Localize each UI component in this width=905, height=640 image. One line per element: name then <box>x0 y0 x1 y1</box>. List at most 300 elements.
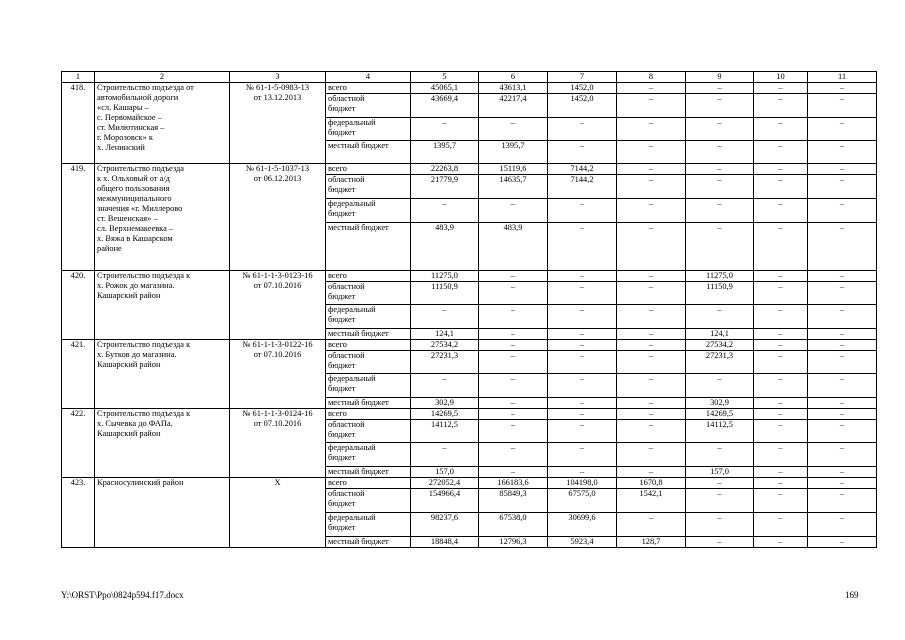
cell-text-line: всего <box>328 340 347 349</box>
value-cell-col-9: 157,0 <box>686 467 754 478</box>
value-cell-col-6: – <box>479 409 548 420</box>
value-cell-col-7: – <box>548 443 617 467</box>
value-cell-col-5: 43669,4 <box>411 94 479 118</box>
value-cell-col-11: – <box>808 489 877 513</box>
funding-source-cell <box>326 282 411 305</box>
cell-text-line: Строительство подъезда от <box>97 83 194 92</box>
cell-text-line: бюджет <box>328 499 356 508</box>
cell-text-line: х. Рожок до магазина. <box>97 281 175 290</box>
value-cell-col-9: 14112,5 <box>686 420 754 443</box>
value-cell-col-10: – <box>754 513 808 537</box>
value-cell-col-5: 21779,9 <box>411 175 479 199</box>
value-cell-col-11: – <box>808 94 877 118</box>
value-cell-col-5: 11275,0 <box>411 271 479 282</box>
value-cell-col-5: 45065,1 <box>411 83 479 94</box>
object-name-cell <box>95 164 230 271</box>
cell-text-line: бюджет <box>328 361 356 370</box>
funding-source-cell <box>326 351 411 374</box>
cell-text-line: Строительство подъезда к <box>97 409 191 418</box>
cell-text-line: № 61-1-5-1037-13 <box>245 164 310 173</box>
funding-source-cell <box>326 199 411 223</box>
cell-text-line: бюджет <box>328 209 356 218</box>
value-cell-col-7: – <box>548 282 617 305</box>
value-cell-col-8: – <box>617 409 686 420</box>
value-cell-col-8: – <box>617 141 686 164</box>
value-cell-col-7: – <box>548 305 617 329</box>
value-cell-col-10: – <box>754 374 808 398</box>
value-cell-col-9: – <box>686 83 754 94</box>
value-cell-col-8: – <box>617 351 686 374</box>
value-cell-col-7: – <box>548 398 617 409</box>
funding-source-cell <box>326 340 411 351</box>
value-cell-col-10: – <box>754 489 808 513</box>
row-number-cell: 420. <box>62 271 95 340</box>
value-cell-col-10: – <box>754 223 808 271</box>
funding-source-cell <box>326 329 411 340</box>
value-cell-col-5: – <box>411 374 479 398</box>
cell-text-line: бюджет <box>328 128 356 137</box>
object-name-cell <box>95 340 230 409</box>
value-cell-col-8: – <box>617 164 686 175</box>
cell-text-line: Красносулинский район <box>97 478 184 487</box>
value-cell-col-6: 42217,4 <box>479 94 548 118</box>
value-cell-col-6: – <box>479 398 548 409</box>
value-cell-col-6: 43613,1 <box>479 83 548 94</box>
cell-text-line: Строительство подъезда <box>97 164 185 173</box>
cell-text-line: районе <box>97 244 122 253</box>
cell-text-line: областной <box>328 94 365 103</box>
value-cell-col-9: 27231,3 <box>686 351 754 374</box>
cell-text-line: бюджет <box>328 453 356 462</box>
funding-source-cell <box>326 409 411 420</box>
table-row <box>62 478 877 489</box>
funding-source-cell <box>326 271 411 282</box>
value-cell-col-7: – <box>548 409 617 420</box>
cell-text-line: местный бюджет <box>328 329 389 338</box>
value-cell-col-8: – <box>617 94 686 118</box>
cell-text-line: х. Вяжа в Кашарском <box>97 234 173 243</box>
value-cell-col-9: – <box>686 118 754 141</box>
value-cell-col-11: – <box>808 443 877 467</box>
cell-text-line: автомобильной дороги <box>97 93 179 102</box>
cell-text-line: от 13.12.2013 <box>253 93 302 102</box>
cell-text-line: Кашарский район <box>97 429 161 438</box>
document-number-cell <box>230 340 326 409</box>
value-cell-col-5: 124,1 <box>411 329 479 340</box>
value-cell-col-8: – <box>617 340 686 351</box>
object-name-cell <box>95 478 230 548</box>
value-cell-col-10: – <box>754 282 808 305</box>
value-cell-col-7: 1452,0 <box>548 94 617 118</box>
value-cell-col-5: 18848,4 <box>411 537 479 548</box>
cell-text-line: ст. Милютинская – <box>97 123 165 132</box>
funding-source-cell <box>326 537 411 548</box>
value-cell-col-9: – <box>686 199 754 223</box>
value-cell-col-6: 12796,3 <box>479 537 548 548</box>
value-cell-col-11: – <box>808 271 877 282</box>
cell-text-line: областной <box>328 420 365 429</box>
value-cell-col-9: – <box>686 164 754 175</box>
value-cell-col-11: – <box>808 467 877 478</box>
cell-text-line: федеральный <box>328 305 376 314</box>
value-cell-col-9: – <box>686 513 754 537</box>
cell-text-line: от 07.10.2016 <box>253 419 302 428</box>
value-cell-col-6: 14635,7 <box>479 175 548 199</box>
cell-text-line: федеральный <box>328 513 376 522</box>
value-cell-col-11: – <box>808 223 877 271</box>
value-cell-col-10: – <box>754 305 808 329</box>
value-cell-col-7: – <box>548 271 617 282</box>
value-cell-col-8: – <box>617 199 686 223</box>
document-number-cell <box>230 478 326 548</box>
document-number-cell <box>230 409 326 478</box>
cell-text-line: областной <box>328 282 365 291</box>
value-cell-col-6: – <box>479 374 548 398</box>
cell-text-line: х. Сычевка до ФАПа. <box>97 419 173 428</box>
cell-text-line: федеральный <box>328 374 376 383</box>
cell-text-line: х. Ленинский <box>97 143 145 152</box>
value-cell-col-11: – <box>808 83 877 94</box>
value-cell-col-10: – <box>754 164 808 175</box>
value-cell-col-11: – <box>808 118 877 141</box>
value-cell-col-5: 14269,5 <box>411 409 479 420</box>
value-cell-col-5: – <box>411 199 479 223</box>
value-cell-col-7: – <box>548 223 617 271</box>
value-cell-col-10: – <box>754 537 808 548</box>
value-cell-col-9: 124,1 <box>686 329 754 340</box>
value-cell-col-5: 157,0 <box>411 467 479 478</box>
value-cell-col-7: – <box>548 351 617 374</box>
value-cell-col-11: – <box>808 374 877 398</box>
value-cell-col-7: – <box>548 374 617 398</box>
cell-text-line: бюджет <box>328 292 356 301</box>
value-cell-col-10: – <box>754 175 808 199</box>
cell-text-line: ст. Вешенская» – <box>97 214 158 223</box>
cell-text-line: федеральный <box>328 199 376 208</box>
value-cell-col-9: – <box>686 141 754 164</box>
value-cell-col-5: 98237,6 <box>411 513 479 537</box>
value-cell-col-10: – <box>754 329 808 340</box>
value-cell-col-6: 1395,7 <box>479 141 548 164</box>
value-cell-col-6: – <box>479 340 548 351</box>
value-cell-col-7: 104198,0 <box>548 478 617 489</box>
funding-source-cell <box>326 141 411 164</box>
value-cell-col-8: – <box>617 467 686 478</box>
row-number-cell: 423. <box>62 478 95 548</box>
value-cell-col-10: – <box>754 420 808 443</box>
value-cell-col-5: 27231,3 <box>411 351 479 374</box>
value-cell-col-9: 14269,5 <box>686 409 754 420</box>
value-cell-col-10: – <box>754 141 808 164</box>
value-cell-col-10: – <box>754 94 808 118</box>
value-cell-col-10: – <box>754 271 808 282</box>
value-cell-col-11: – <box>808 398 877 409</box>
value-cell-col-7: – <box>548 199 617 223</box>
cell-text-line: местный бюджет <box>328 398 389 407</box>
cell-text-line: областной <box>328 351 365 360</box>
value-cell-col-7: – <box>548 141 617 164</box>
header-cell-col-9: 9 <box>686 72 754 83</box>
value-cell-col-7: 5923,4 <box>548 537 617 548</box>
value-cell-col-8: – <box>617 223 686 271</box>
value-cell-col-10: – <box>754 467 808 478</box>
value-cell-col-9: – <box>686 537 754 548</box>
funding-source-cell <box>326 164 411 175</box>
object-name-cell <box>95 83 230 164</box>
value-cell-col-7: 30699,6 <box>548 513 617 537</box>
cell-text-line: № 61-1-5-0983-13 <box>245 83 310 92</box>
header-cell-col-7: 7 <box>548 72 617 83</box>
value-cell-col-10: – <box>754 199 808 223</box>
funding-source-cell <box>326 489 411 513</box>
cell-text-line: бюджет <box>328 104 356 113</box>
cell-text-line: Кашарский район <box>97 291 161 300</box>
cell-text-line: местный бюджет <box>328 141 389 150</box>
header-cell-col-11: 11 <box>808 72 877 83</box>
value-cell-col-5: 27534,2 <box>411 340 479 351</box>
value-cell-col-9: – <box>686 94 754 118</box>
value-cell-col-11: – <box>808 164 877 175</box>
footer-file-path: Y:\ORST\Ppo\0824p594.f17.docx <box>61 590 184 600</box>
table-row <box>62 164 877 175</box>
cell-text-line: бюджет <box>328 185 356 194</box>
cell-text-line: бюджет <box>328 315 356 324</box>
value-cell-col-10: – <box>754 351 808 374</box>
value-cell-col-6: – <box>479 329 548 340</box>
header-cell-col-2: 2 <box>95 72 230 83</box>
value-cell-col-8: – <box>617 305 686 329</box>
funding-source-cell <box>326 223 411 271</box>
cell-text-line: всего <box>328 409 347 418</box>
value-cell-col-6: – <box>479 305 548 329</box>
cell-text-line: федеральный <box>328 443 376 452</box>
cell-text-line: всего <box>328 271 347 280</box>
header-cell-col-3: 3 <box>230 72 326 83</box>
value-cell-col-6: 85849,3 <box>479 489 548 513</box>
value-cell-col-10: – <box>754 118 808 141</box>
value-cell-col-8: – <box>617 443 686 467</box>
value-cell-col-7: 1452,0 <box>548 83 617 94</box>
value-cell-col-6: – <box>479 351 548 374</box>
document-number-cell <box>230 271 326 340</box>
value-cell-col-8: – <box>617 83 686 94</box>
document-number-cell <box>230 83 326 164</box>
value-cell-col-11: – <box>808 199 877 223</box>
header-cell-col-5: 5 <box>411 72 479 83</box>
value-cell-col-10: – <box>754 478 808 489</box>
value-cell-col-10: – <box>754 340 808 351</box>
cell-text-line: Строительство подъезда к <box>97 340 191 349</box>
value-cell-col-10: – <box>754 409 808 420</box>
value-cell-col-8: 1542,1 <box>617 489 686 513</box>
value-cell-col-9: 27534,2 <box>686 340 754 351</box>
value-cell-col-11: – <box>808 351 877 374</box>
value-cell-col-11: – <box>808 478 877 489</box>
value-cell-col-11: – <box>808 282 877 305</box>
header-cell-col-4: 4 <box>326 72 411 83</box>
value-cell-col-7: 67575,0 <box>548 489 617 513</box>
value-cell-col-10: – <box>754 83 808 94</box>
value-cell-col-8: – <box>617 398 686 409</box>
value-cell-col-9: 11150,9 <box>686 282 754 305</box>
value-cell-col-7: 7144,2 <box>548 164 617 175</box>
value-cell-col-8: – <box>617 420 686 443</box>
funding-source-cell <box>326 513 411 537</box>
cell-text-line: бюджет <box>328 430 356 439</box>
value-cell-col-9: – <box>686 175 754 199</box>
cell-text-line: X <box>274 478 281 487</box>
cell-text-line: Кашарский район <box>97 360 161 369</box>
cell-text-line: с. Первомайское – <box>97 113 162 122</box>
value-cell-col-6: – <box>479 420 548 443</box>
row-number-cell: 421. <box>62 340 95 409</box>
funding-source-cell <box>326 420 411 443</box>
funding-source-cell <box>326 94 411 118</box>
value-cell-col-5: 154966,4 <box>411 489 479 513</box>
cell-text-line: общего пользования <box>97 184 170 193</box>
cell-text-line: «сл. Кашары – <box>97 103 149 112</box>
cell-text-line: от 07.10.2016 <box>253 350 302 359</box>
cell-text-line: областной <box>328 175 365 184</box>
value-cell-col-8: – <box>617 175 686 199</box>
value-cell-col-5: – <box>411 443 479 467</box>
header-cell-col-8: 8 <box>617 72 686 83</box>
value-cell-col-5: 14112,5 <box>411 420 479 443</box>
value-cell-col-11: – <box>808 340 877 351</box>
document-number-cell <box>230 164 326 271</box>
cell-text-line: № 61-1-1-3-0124-16 <box>242 409 313 418</box>
value-cell-col-5: 22263,8 <box>411 164 479 175</box>
funding-source-cell <box>326 83 411 94</box>
header-cell-col-10: 10 <box>754 72 808 83</box>
cell-text-line: всего <box>328 164 347 173</box>
cell-text-line: от 07.10.2016 <box>253 281 302 290</box>
value-cell-col-6: – <box>479 271 548 282</box>
value-cell-col-5: 11150,9 <box>411 282 479 305</box>
value-cell-col-5: 483,9 <box>411 223 479 271</box>
funding-source-cell <box>326 118 411 141</box>
cell-text-line: федеральный <box>328 118 376 127</box>
value-cell-col-6: 483,9 <box>479 223 548 271</box>
value-cell-col-7: – <box>548 467 617 478</box>
value-cell-col-9: – <box>686 478 754 489</box>
value-cell-col-5: 302,9 <box>411 398 479 409</box>
cell-text-line: х. Бутков до магазина. <box>97 350 177 359</box>
cell-text-line: к х. Ольховый от а/д <box>97 174 170 183</box>
funding-source-cell <box>326 374 411 398</box>
cell-text-line: № 61-1-1-3-0123-16 <box>242 271 313 280</box>
cell-text-line: № 61-1-1-3-0122-16 <box>242 340 313 349</box>
table-row <box>62 340 877 351</box>
cell-text-line: всего <box>328 478 347 487</box>
value-cell-col-8: – <box>617 282 686 305</box>
cell-text-line: Строительство подъезда к <box>97 271 191 280</box>
value-cell-col-5: – <box>411 305 479 329</box>
cell-text-line: значения «г. Миллерово <box>97 204 183 213</box>
value-cell-col-8: – <box>617 374 686 398</box>
cell-text-line: бюджет <box>328 523 356 532</box>
header-row <box>62 72 877 83</box>
value-cell-col-6: 166183,6 <box>479 478 548 489</box>
cell-text-line: от 06.12.2013 <box>253 174 302 183</box>
value-cell-col-11: – <box>808 420 877 443</box>
value-cell-col-6: – <box>479 118 548 141</box>
value-cell-col-7: – <box>548 329 617 340</box>
value-cell-col-8: – <box>617 329 686 340</box>
header-cell-col-1: 1 <box>62 72 95 83</box>
value-cell-col-8: – <box>617 271 686 282</box>
value-cell-col-9: – <box>686 443 754 467</box>
value-cell-col-8: – <box>617 513 686 537</box>
row-number-cell: 419. <box>62 164 95 271</box>
value-cell-col-6: – <box>479 199 548 223</box>
object-name-cell <box>95 271 230 340</box>
value-cell-col-8: 1670,8 <box>617 478 686 489</box>
header-cell-col-6: 6 <box>479 72 548 83</box>
value-cell-col-11: – <box>808 305 877 329</box>
table-row <box>62 83 877 94</box>
funding-source-cell <box>326 305 411 329</box>
cell-text-line: всего <box>328 83 347 92</box>
value-cell-col-6: – <box>479 443 548 467</box>
cell-text-line: местный бюджет <box>328 223 389 232</box>
value-cell-col-6: 15119,6 <box>479 164 548 175</box>
value-cell-col-8: – <box>617 118 686 141</box>
funding-source-cell <box>326 467 411 478</box>
funding-source-cell <box>326 478 411 489</box>
cell-text-line: г. Морозовск» к <box>97 133 153 142</box>
table-row <box>62 271 877 282</box>
value-cell-col-9: – <box>686 374 754 398</box>
table-row <box>62 409 877 420</box>
value-cell-col-10: – <box>754 443 808 467</box>
funding-source-cell <box>326 443 411 467</box>
value-cell-col-9: 11275,0 <box>686 271 754 282</box>
cell-text-line: бюджет <box>328 384 356 393</box>
cell-text-line: местный бюджет <box>328 537 389 546</box>
funding-source-cell <box>326 398 411 409</box>
cell-text-line: местный бюджет <box>328 467 389 476</box>
budget-table <box>61 71 877 548</box>
value-cell-col-7: – <box>548 118 617 141</box>
cell-text-line: межмуниципального <box>97 194 172 203</box>
value-cell-col-11: – <box>808 537 877 548</box>
value-cell-col-5: 1395,7 <box>411 141 479 164</box>
cell-text-line: сл. Верхнемакеевка – <box>97 224 174 233</box>
value-cell-col-9: – <box>686 223 754 271</box>
value-cell-col-5: 272052,4 <box>411 478 479 489</box>
value-cell-col-6: – <box>479 467 548 478</box>
value-cell-col-10: – <box>754 398 808 409</box>
object-name-cell <box>95 409 230 478</box>
value-cell-col-9: – <box>686 489 754 513</box>
row-number-cell: 418. <box>62 83 95 164</box>
value-cell-col-11: – <box>808 175 877 199</box>
value-cell-col-6: – <box>479 282 548 305</box>
value-cell-col-9: 302,9 <box>686 398 754 409</box>
value-cell-col-11: – <box>808 513 877 537</box>
value-cell-col-7: – <box>548 420 617 443</box>
value-cell-col-11: – <box>808 141 877 164</box>
value-cell-col-6: 67538,0 <box>479 513 548 537</box>
funding-source-cell <box>326 175 411 199</box>
value-cell-col-8: 128,7 <box>617 537 686 548</box>
footer-page-number: 169 <box>845 590 859 600</box>
value-cell-col-5: – <box>411 118 479 141</box>
cell-text-line: областной <box>328 489 365 498</box>
row-number-cell: 422. <box>62 409 95 478</box>
value-cell-col-7: – <box>548 340 617 351</box>
